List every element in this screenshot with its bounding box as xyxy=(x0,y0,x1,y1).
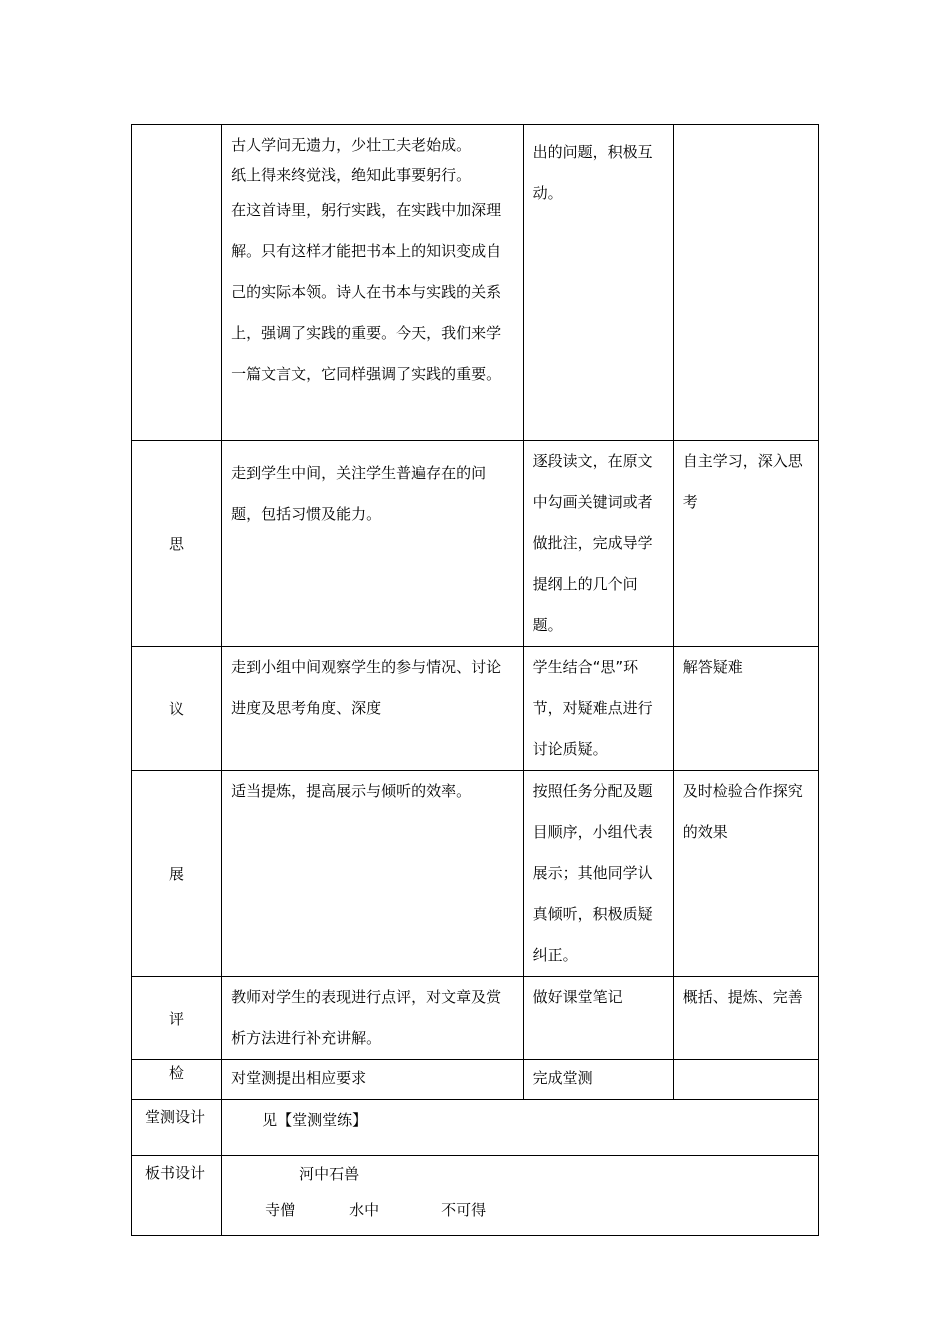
design-intent-text: 解答疑难 xyxy=(682,658,743,676)
board-design-label: 板书设计 xyxy=(132,1156,222,1236)
stage-cell: 评 xyxy=(132,977,222,1060)
test-design-cell xyxy=(222,1100,819,1156)
teacher-activity-cell xyxy=(222,441,523,647)
table-row xyxy=(132,125,819,441)
teacher-activity-text: 走到学生中间，关注学生普遍存在的问题，包括习惯及能力。 xyxy=(231,464,487,523)
design-intent-text: 自主学习，深入思考 xyxy=(682,452,803,511)
design-intent-cell xyxy=(673,1060,818,1100)
design-intent-text: 及时检验合作探究的效果 xyxy=(682,782,803,841)
teacher-activity-text: 适当提炼，提高展示与倾听的效率。 xyxy=(231,782,472,800)
student-activity-cell xyxy=(523,977,673,1060)
table-row xyxy=(132,1100,819,1156)
teacher-activity-text: 对堂测提出相应要求 xyxy=(231,1069,367,1087)
student-activity-cell xyxy=(523,441,673,647)
student-activity-text: 按照任务分配及题目顺序，小组代表展示；其他同学认真倾听，积极质疑纠正。 xyxy=(532,782,653,964)
board-item: 水中 xyxy=(349,1201,380,1219)
teacher-activity-text: 教师对学生的表现进行点评，对文章及赏析方法进行补充讲解。 xyxy=(231,988,502,1047)
teacher-activity-cell xyxy=(222,647,523,771)
design-intent-cell xyxy=(673,977,818,1060)
test-design-label: 堂测设计 xyxy=(132,1100,222,1156)
table-row xyxy=(132,1156,819,1236)
stage-cell xyxy=(132,125,222,441)
student-activity-cell xyxy=(523,647,673,771)
teacher-activity-cell xyxy=(222,977,523,1060)
table-row xyxy=(132,647,819,771)
stage-cell: 思 xyxy=(132,441,222,647)
teacher-activity-cell xyxy=(222,125,523,441)
intro-paragraph: 在这首诗里，躬行实践，在实践中加深理解。只有这样才能把书本上的知识变成自己的实际本领。诗人在书本与实践的关系上，强调了实践的重要。今天，我们来学一篇文言文，它同样强调了实践的重要。 xyxy=(231,201,502,383)
student-activity-text: 学生结合“思”环节，对疑难点进行讨论质疑。 xyxy=(532,658,653,758)
table-row xyxy=(132,1060,819,1100)
student-activity-text: 完成堂测 xyxy=(532,1069,593,1087)
board-title: 河中石兽 xyxy=(299,1165,360,1183)
student-activity-cell xyxy=(523,771,673,977)
teacher-activity-text: 走到小组中间观察学生的参与情况、讨论进度及思考角度、深度 xyxy=(231,658,502,717)
board-design-cell xyxy=(222,1156,819,1236)
test-design-text: 见【堂测堂练】 xyxy=(262,1111,368,1129)
board-items xyxy=(222,1188,818,1224)
student-activity-text: 逐段读文，在原文中勾画关键词或者做批注，完成导学提纲上的几个问题。 xyxy=(532,452,653,634)
table-row xyxy=(132,441,819,647)
poem-line: 纸上得来终觉浅，绝知此事要躬行。 xyxy=(231,166,472,184)
design-intent-cell xyxy=(673,771,818,977)
student-activity-cell xyxy=(523,1060,673,1100)
student-activity-text: 做好课堂笔记 xyxy=(532,988,623,1006)
board-item: 寺僧 xyxy=(265,1201,296,1219)
student-activity-cell xyxy=(523,125,673,441)
table-row xyxy=(132,771,819,977)
stage-cell: 检 xyxy=(132,1060,222,1100)
teacher-activity-cell xyxy=(222,1060,523,1100)
design-intent-cell xyxy=(673,647,818,771)
poem-line: 古人学问无遗力，少壮工夫老始成。 xyxy=(231,136,472,154)
board-item: 不可得 xyxy=(441,1201,487,1219)
student-activity-text: 出的问题，积极互动。 xyxy=(532,143,653,202)
table-row xyxy=(132,977,819,1060)
lesson-plan-table xyxy=(131,124,819,1236)
teacher-activity-cell xyxy=(222,771,523,977)
design-intent-cell xyxy=(673,441,818,647)
stage-cell: 展 xyxy=(132,771,222,977)
stage-cell: 议 xyxy=(132,647,222,771)
design-intent-text: 概括、提炼、完善 xyxy=(682,988,803,1006)
design-intent-cell xyxy=(673,125,818,441)
